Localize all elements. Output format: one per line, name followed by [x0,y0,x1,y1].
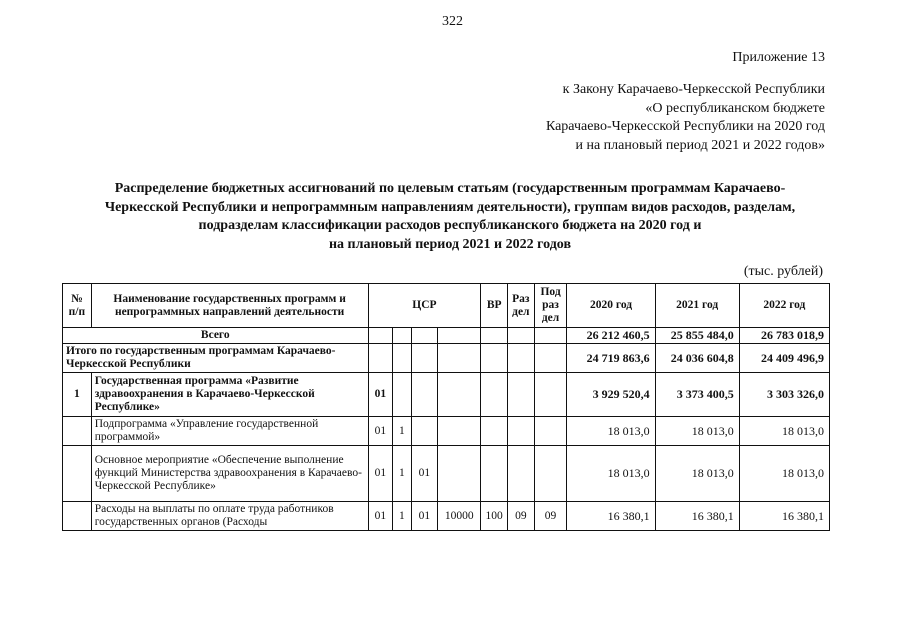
row-podrazdel [534,344,567,373]
row-razdel [508,328,535,344]
csr-subprogram [393,344,411,373]
row-podrazdel [534,328,567,344]
row-razdel [508,417,535,446]
csr-program [368,344,393,373]
title-line: Распределение бюджетных ассигнований по целевым статьям (государственным программам Карачаево- [114,181,786,196]
csr-measure: 01 [411,446,438,502]
row-vr [481,417,508,446]
csr-direction [438,344,481,373]
value-2021: 18 013,0 [655,446,739,502]
csr-subprogram [393,373,411,417]
row-vr [481,373,508,417]
table-row [63,502,830,531]
row-razdel [508,446,535,502]
value-2021: 16 380,1 [655,502,739,531]
csr-measure [411,373,438,417]
row-number: 1 [63,373,92,417]
row-name: Основное мероприятие «Обеспечение выполнение функций Министерства здравоохранения в Карачаево-Черкесской Республике» [91,446,368,502]
row-name: Итого по государственным программам Карачаево-Черкесской Республики [63,344,369,373]
header-razdel: Раз дел [508,284,535,328]
header-vr: ВР [481,284,508,328]
row-number [63,446,92,502]
page-number: 322 [442,14,463,29]
value-2022: 18 013,0 [739,446,829,502]
csr-measure: 01 [411,502,438,531]
value-2022: 16 380,1 [739,502,829,531]
header-num: № п/п [63,284,92,328]
value-2022: 26 783 018,9 [739,328,829,344]
row-razdel: 09 [508,502,535,531]
table-row [63,446,830,502]
row-name: Всего [63,328,369,344]
row-podrazdel [534,373,567,417]
table-row [63,328,830,344]
value-2020: 26 212 460,5 [567,328,655,344]
law-reference-line: Карачаево-Черкесской Республики на 2020 год [545,119,825,135]
title-line: на плановый период 2021 и 2022 годов [328,236,572,252]
csr-subprogram: 1 [393,502,411,531]
law-reference [546,81,825,155]
law-reference-line: «О республиканском бюджете [645,100,825,116]
csr-direction: 10000 [438,502,481,531]
value-2022: 24 409 496,9 [739,344,829,373]
budget-table [62,283,830,531]
row-vr [481,446,508,502]
value-2022: 3 303 326,0 [739,373,829,417]
row-name: Государственная программа «Развитие здравоохранения в Карачаево-Черкесской Республике» [91,373,368,417]
csr-direction [438,417,481,446]
title-line: Черкесской Республики и непрограммным направлениям деятельности), группам видов расходов, разделам, [104,199,796,215]
law-reference-line: к Закону Карачаево-Черкесской Республики [562,82,825,97]
row-name: Расходы на выплаты по оплате труда работников государственных органов (Расходы [91,502,368,531]
csr-measure [411,344,438,373]
table-row [63,417,830,446]
row-number [63,502,92,531]
csr-direction [438,373,481,417]
row-podrazdel [534,446,567,502]
value-2020: 16 380,1 [567,502,655,531]
row-number [63,417,92,446]
row-name: Подпрограмма «Управление государственной программой» [91,417,368,446]
row-razdel [508,344,535,373]
header-csr: ЦСР [368,284,481,328]
header-2022: 2022 год [739,284,829,328]
csr-direction [438,328,481,344]
csr-subprogram [393,328,411,344]
units-label: (тыс. рублей) [743,264,823,279]
csr-direction [438,446,481,502]
document-title [70,180,830,254]
csr-program: 01 [368,417,393,446]
value-2020: 3 929 520,4 [567,373,655,417]
header-name: Наименование государственных программ и непрограммных направлений деятельности [91,284,368,328]
csr-measure [411,417,438,446]
header-podrazdel: Под раз дел [534,284,567,328]
value-2021: 3 373 400,5 [655,373,739,417]
row-vr [481,328,508,344]
csr-subprogram: 1 [393,446,411,502]
value-2021: 25 855 484,0 [655,328,739,344]
value-2021: 24 036 604,8 [655,344,739,373]
row-vr: 100 [481,502,508,531]
row-razdel [508,373,535,417]
appendix-label: Приложение 13 [732,50,825,65]
table-row [63,373,830,417]
value-2020: 18 013,0 [567,417,655,446]
header-2021: 2021 год [655,284,739,328]
value-2021: 18 013,0 [655,417,739,446]
law-reference-line: и на плановый период 2021 и 2022 годов» [575,137,825,153]
csr-measure [411,328,438,344]
value-2022: 18 013,0 [739,417,829,446]
csr-program: 01 [368,373,393,417]
row-vr [481,344,508,373]
table-header-row [63,284,830,328]
csr-program [368,328,393,344]
header-2020: 2020 год [567,284,655,328]
csr-subprogram: 1 [393,417,411,446]
csr-program: 01 [368,502,393,531]
row-podrazdel: 09 [534,502,567,531]
csr-program: 01 [368,446,393,502]
title-line: подразделам классификации расходов республиканского бюджета на 2020 год и [198,218,702,234]
value-2020: 24 719 863,6 [567,344,655,373]
row-podrazdel [534,417,567,446]
value-2020: 18 013,0 [567,446,655,502]
table-row [63,344,830,373]
